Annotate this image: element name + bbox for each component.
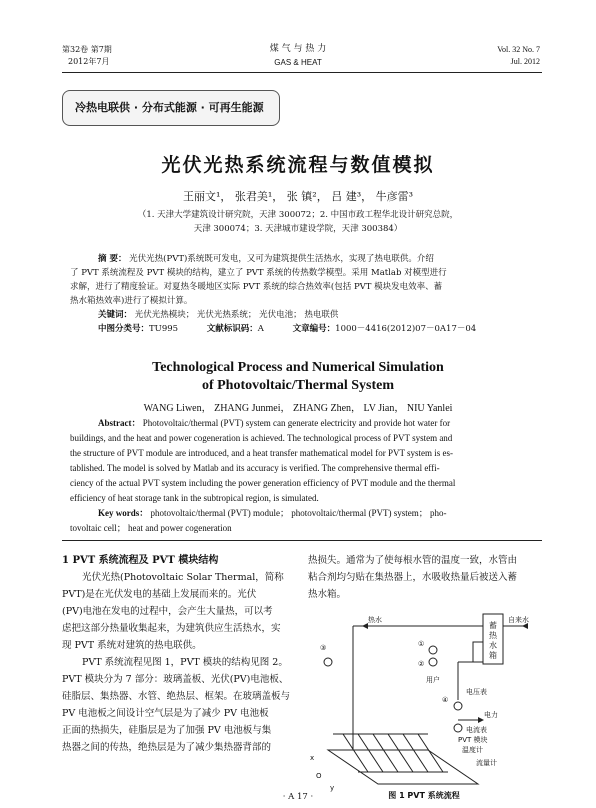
- label-voltmeter: 电压表: [466, 688, 487, 696]
- body-line: 热损失。通常为了使每根水管的温度一致，水管由: [308, 555, 518, 566]
- tank-label-char: 箱: [489, 651, 497, 660]
- abstract-en-line: the structure of PVT module are introduced, and a heat transfer mathematical model for PVT system is es-: [70, 448, 454, 458]
- clc-label: 中图分类号：: [98, 324, 150, 334]
- keywords-en-text: photovoltaic/thermal (PVT) module； photovoltaic/thermal (PVT) system； pho-: [150, 508, 447, 518]
- keywords-en-line: tovoltaic cell； heat and power cogeneration: [70, 523, 232, 533]
- body-line: 现 PVT 系统对建筑的热电联供。: [62, 640, 202, 651]
- abstract-en-label: Abstract：: [98, 418, 141, 428]
- article-title-cn: 光伏光热系统流程与数值模拟: [161, 154, 435, 176]
- article-title-en: Technological Process and Numerical Simulation: [152, 360, 444, 375]
- section-banner-text: 冷热电联供 · 分布式能源 · 可再生能源: [75, 101, 264, 114]
- right-column: [308, 552, 540, 603]
- body-line: 粘合剂均匀贴在集热器上，水吸收热量后被送入蓄: [308, 572, 518, 583]
- abstract-rule: [62, 540, 542, 541]
- keywords-cn-text: 光伏光热模块； 光伏光热系统； 光伏电池； 热电联供: [134, 310, 339, 320]
- article-no-label: 文章编号：: [292, 324, 336, 334]
- ammeter-gauge: [454, 724, 462, 732]
- abstract-en-line-1: [70, 416, 536, 431]
- label-axis-origin: O: [316, 772, 322, 780]
- marker-2: ②: [418, 660, 425, 668]
- section-banner: [62, 90, 280, 126]
- return-pipe: [473, 642, 483, 662]
- doc-code-value: A: [257, 324, 264, 334]
- abstract-cn-line: 求解，进行了精度验证。对夏热冬暖地区实际 PVT 系统的综合热效率(包括 PVT 模块发电效率、蓄: [70, 282, 443, 292]
- keywords-cn-label: 关键词：: [98, 310, 133, 320]
- thermometer-gauge: [429, 646, 437, 654]
- abstract-cn-label: 摘 要：: [98, 254, 127, 264]
- authors-en: WANG Liwen， ZHANG Junmei， ZHANG Zhen， LV Jian， NIU Yanlei: [143, 403, 453, 414]
- keywords-cn: [70, 308, 536, 322]
- keywords-en: [70, 506, 536, 521]
- marker-1: ①: [418, 640, 425, 648]
- affiliation-line: 天津 300074；3. 天津城市建设学院，天津 300384）: [193, 224, 403, 234]
- body-line: 虑把这部分热量收集起来，为建筑供应生活热水，实: [62, 623, 281, 634]
- label-cold-water: 自来水: [508, 616, 529, 624]
- keywords-en-label: Key words：: [98, 508, 149, 518]
- label-user: 用户: [426, 676, 440, 684]
- abstract-en-text: Photovoltaic/thermal (PVT) system can generate electricity and provide hot water for: [142, 418, 451, 428]
- body-line: 硅脂层、集热器、水管、绝热层、框架。在玻璃盖板与: [62, 691, 291, 702]
- volume-issue-en: Vol. 32 No. 7: [497, 45, 540, 54]
- article-title-en: of Photovoltaic/Thermal System: [201, 378, 395, 393]
- body-line: (PV)电池在发电的过程中，会产生大量热，可以考: [62, 606, 273, 617]
- inlet-gauge: [324, 658, 332, 666]
- label-hot-water: 热水: [368, 616, 382, 624]
- page-number: · A 17 ·: [282, 792, 314, 802]
- figure-caption: 图 1 PVT 系统流程: [388, 791, 460, 800]
- section-heading: 1 PVT 系统流程及 PVT 模块结构: [62, 555, 219, 566]
- abstract-en-line: buildings, and the heat and power cogeneration is achieved. The technological process of PVT system and: [70, 433, 453, 443]
- article-no-value: 1000－4416(2012)07－0A17－04: [335, 324, 477, 334]
- body-line: PVT 模块分为 7 部分：玻璃盖板、光伏(PV)电池板、: [62, 674, 289, 685]
- date-en: Jul. 2012: [510, 57, 540, 66]
- marker-3: ③: [320, 644, 327, 652]
- journal-name-en: GAS & HEAT: [274, 58, 322, 67]
- abstract-cn: [70, 252, 536, 336]
- affiliation-line: （1. 天津大学建筑设计研究院，天津 300072；2. 中国市政工程华北设计研究总院，: [137, 210, 459, 220]
- abstract-cn-line: 了 PVT 系统流程及 PVT 模块的结构，建立了 PVT 系统的传热数学模型。采用 Matlab 对模型进行: [70, 268, 447, 278]
- label-flowmeter: 流量计: [476, 759, 497, 767]
- label-ammeter: 电流表: [466, 726, 487, 734]
- body-line: 热器之间的传热，绝热层是为了减少集热器背部的: [62, 742, 272, 753]
- body-line: PVT 系统流程见图 1，PVT 模块的结构见图 2。: [82, 657, 288, 668]
- body-line: 正面的热损失，硅脂层是为了加强 PV 电池板与集: [62, 725, 272, 736]
- abstract-en-line: tablished. The model is solved by Matlab and its accuracy is verified. The comprehensive thermal effi-: [70, 463, 440, 473]
- tank-label-char: 热: [489, 631, 497, 640]
- doc-code-label: 文献标识码：: [206, 324, 258, 334]
- volume-issue-cn: 第32卷 第7期: [62, 45, 112, 54]
- tank-label-char: 蓄: [489, 621, 497, 630]
- classification-line: [70, 322, 536, 336]
- label-pvt-module: PVT 模块: [458, 736, 488, 744]
- body-line: 热水箱。: [308, 589, 347, 600]
- journal-name-cn: 煤 气 与 热 力: [269, 44, 327, 54]
- authors-cn: 王丽文¹， 张君美¹， 张 镇²， 吕 建³， 牛彦雷³: [182, 190, 414, 203]
- label-axis-y: y: [330, 784, 335, 792]
- abstract-en-line: ciency of the actual PVT system including the power generation efficiency of PVT module and the thermal: [70, 478, 456, 488]
- label-power: 电力: [484, 711, 498, 719]
- label-axis-x: x: [310, 754, 315, 762]
- abstract-cn-line: 热水箱热效率)进行了模拟计算。: [70, 296, 193, 306]
- date-cn: 2012年7月: [68, 57, 110, 66]
- left-column: [62, 552, 294, 756]
- abstract-cn-line-1: [70, 252, 536, 266]
- clc-value: TU995: [149, 324, 179, 334]
- marker-4: ④: [442, 696, 449, 704]
- pvt-system-diagram: [308, 602, 540, 792]
- pvt-collector-panel: [328, 750, 478, 784]
- voltmeter-gauge: [454, 702, 462, 710]
- abstract-en-line: efficiency of heat storage tank in the subtropical region, is simulated.: [70, 493, 319, 503]
- abstract-cn-text: 光伏光热(PVT)系统既可发电，又可为建筑提供生活热水，实现了热电联供。介绍: [129, 254, 434, 264]
- label-thermometer: 温度计: [462, 746, 483, 754]
- abstract-en: [70, 416, 536, 536]
- tank-label-char: 水: [489, 641, 497, 650]
- body-line: 光伏光热(Photovoltaic Solar Thermal，简称: [82, 572, 284, 583]
- body-line: PV 电池板之间设计空气层是为了减少 PV 电池板: [62, 708, 269, 719]
- header-rule: [62, 72, 542, 73]
- flow-gauge: [429, 658, 437, 666]
- body-line: PVT)是在光伏发电的基础上发展而来的。光伏: [62, 589, 257, 600]
